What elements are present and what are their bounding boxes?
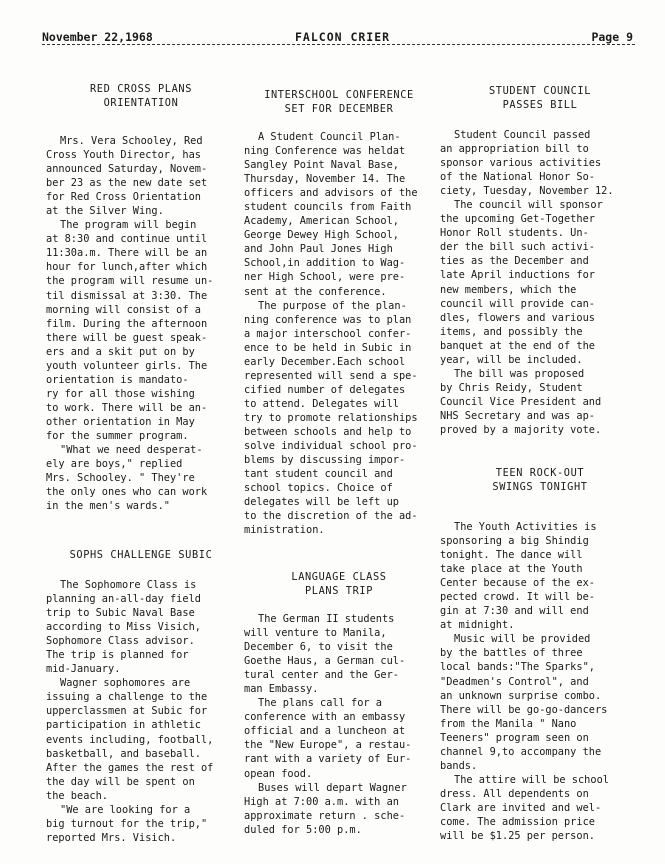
article-paragraph: Student Council passed an appropriation bill to sponsor various activities of the National Honor So- ciety, Tuesday, November 12. [440, 129, 614, 198]
article-teen-rock-out [440, 466, 640, 843]
article-headline: SOPHS CHALLENGE SUBIC [69, 549, 213, 561]
article-headline: STUDENT COUNCIL PASSES BILL [489, 85, 591, 111]
article-paragraph: The Sophomore Class is planning an-all-day field trip to Subic Naval Base according to Miss Visich, Sophomore Class advisor. The trip is planned for mid-January. [46, 579, 201, 676]
article-headline: TEEN ROCK-OUT SWINGS TONIGHT [492, 467, 588, 493]
article-paragraph: The plans call for a conference with an embassy official and a luncheon at the "New Europe", a restau- rant with a variety of Eur- opean food. [244, 697, 412, 780]
article-paragraph: Music will be provided by the battles of three local bands:"The Sparks", "Deadmen's Control", and an unknown surprise combo. There will be go-go-dancers from the Manila " Nano Teeners" program seen on channel 9,to accompany the bands. [440, 633, 608, 772]
masthead-rule [42, 44, 635, 45]
article-paragraph: The German II students will venture to Manila, December 6, to visit the Goethe Haus, a German cul- tural center and the Ger- man Embassy. [244, 613, 406, 696]
article-headline: INTERSCHOOL CONFERENCE SET FOR DECEMBER [264, 89, 414, 115]
article-paragraph: A Student Council Plan- ning Conference was heldat Sangley Point Naval Base, Thursday, November 14. The officers and advisors of the student councils from Faith Academy, American School, George Dewey High School, and John Paul Jones High School,in addition to Wag- ner High School, were pre- sent at the conference. [244, 131, 418, 298]
page-number: Page 9 [591, 30, 633, 44]
article-student-council [440, 84, 640, 437]
article-language [244, 570, 434, 837]
article-headline: RED CROSS PLANS ORIENTATION [90, 83, 192, 109]
article-interschool [244, 88, 434, 537]
article-red-cross [46, 82, 236, 513]
newspaper-name: FALCON CRIER [295, 30, 391, 44]
article-sophs [46, 548, 236, 845]
article-paragraph: The bill was proposed by Chris Reidy, Student Council Vice President and NHS Secretary and was ap- proved by a majority vote. [440, 367, 602, 436]
article-paragraph: The Youth Activities is sponsoring a big Shindig tonight. The dance will take place at the Youth Center because of the ex- pected crowd. It will be- gin at 7:30 and will end at midnight. [440, 521, 597, 632]
issue-date: November 22,1968 [42, 30, 153, 44]
article-paragraph: The purpose of the plan- ning conference was to plan a major interschool confer- ence to be held in Subic in early December.Each school represented will send a spe- cified number of delegates to attend. Delegates will try to promote relationships between schools and help to solve individual school pro- blems by discussing impor- tant student council and school topics. Choice of delegates will be left up to the discretion of the ad- ministration. [244, 299, 418, 537]
article-paragraph: Buses will depart Wagner High at 7:00 a.m. with an approximate return . sche- duled for 5:00 p.m. [244, 781, 407, 836]
article-paragraph: The council will sponsor the upcoming Get-Together Honor Roll students. Un- der the bill such activi- ties as the December and late April inductions for new members, which the council will provide can- dles, flowers and various items, and possibly the banquet at the end of the year, will be included. [440, 199, 603, 366]
article-paragraph: Wagner sophomores are issuing a challenge to the upperclassmen at Subic for participation in athletic events including, football, basketball, and baseball. After the games the rest of the day will be spent on the beach. [46, 677, 214, 802]
article-paragraph: Mrs. Vera Schooley, Red Cross Youth Director, has announced Saturday, Novem- ber 23 as the new date set for Red Cross Orientation at the Silver Wing. [46, 135, 208, 218]
article-paragraph: The program will begin at 8:30 and continue until 11:30a.m. There will be an hour for lunch,after which the program will resume un- til dismissal at 3:30. The morning will consist of a film. During the afternoon there will be guest speak- ers and a skit put on by youth volunteer girls. The orientation is mandato- ry for all those wishing to work. There will be an- other orientation in May for the summer program. [46, 219, 214, 442]
article-paragraph: The attire will be school dress. All dependents on Clark are invited and wel- come. The admission price will be $1.25 per person. [440, 773, 609, 843]
article-paragraph: "What we need desperat- ely are boys," replied Mrs. Schooley. " They're the only ones who can work in the men's wards." [46, 444, 208, 513]
article-headline: LANGUAGE CLASS PLANS TRIP [291, 571, 387, 597]
article-paragraph: "We are looking for a big turnout for the trip," reported Mrs. Visich. [46, 803, 208, 844]
